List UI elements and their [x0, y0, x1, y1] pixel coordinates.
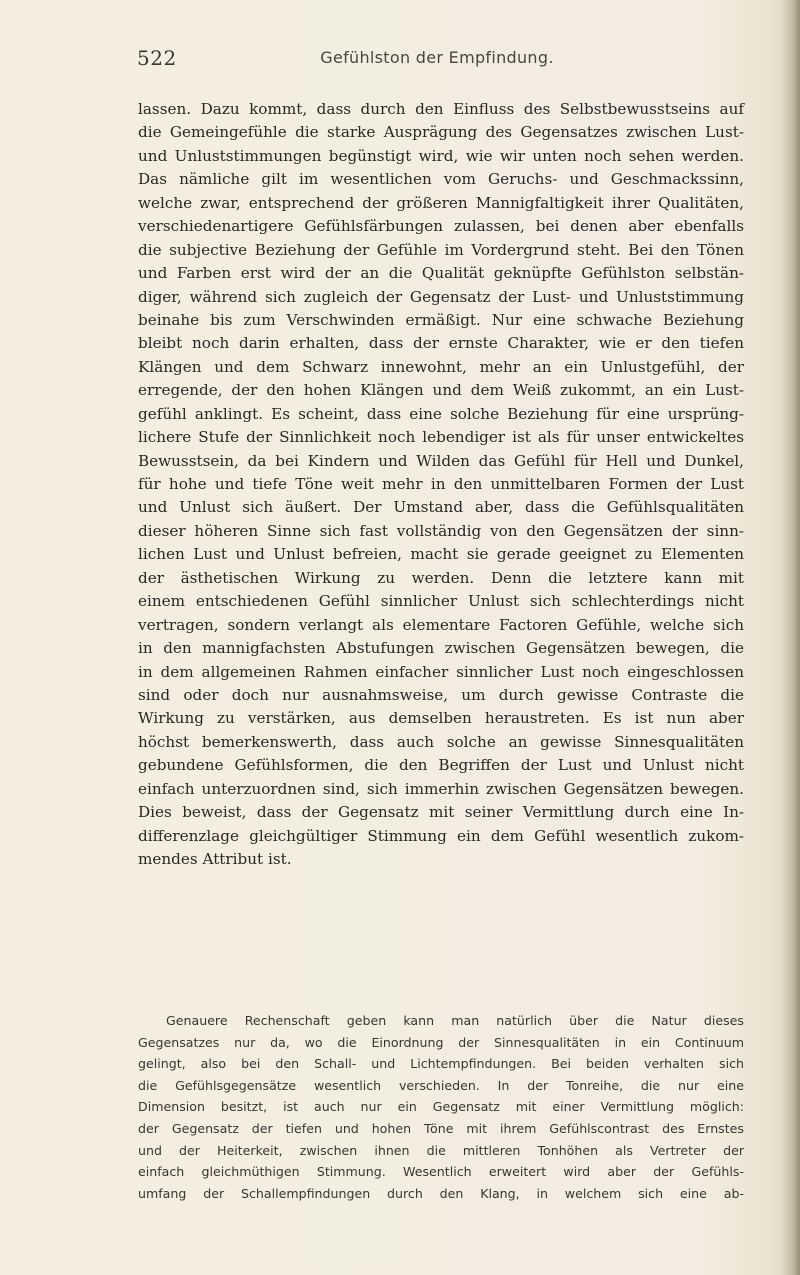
text-line: Wirkung zu verstärken, aus demselben heraustreten. Es ist nun aber [138, 709, 744, 728]
text-line: in dem allgemeinen Rahmen einfacher sinnlicher Lust noch eingeschlossen [138, 662, 744, 681]
text-line: gebundene Gefühlsformen, die den Begriffen der Lust und Unlust nicht [138, 756, 744, 775]
text-line: diger, während sich zugleich der Gegensatz der Lust- und Unluststimmung [138, 287, 744, 306]
text-line: lichen Lust und Unlust befreien, macht sie gerade geeignet zu Elementen [138, 545, 744, 564]
footnote [138, 1010, 744, 1204]
text-line: verschiedenartigere Gefühlsfärbungen zulassen, bei denen aber ebenfalls [138, 217, 744, 236]
text-line: Klängen und dem Schwarz innewohnt, mehr an ein Unlustgefühl, der [138, 357, 744, 376]
text-line: gefühl anklingt. Es scheint, dass eine solche Beziehung für eine ursprüng- [138, 404, 744, 423]
footnote-line: und der Heiterkeit, zwischen ihnen die mittleren Tonhöhen als Vertreter der [138, 1142, 744, 1158]
text-line: der ästhetischen Wirkung zu werden. Denn die letztere kann mit [138, 568, 744, 587]
page-header [137, 42, 737, 82]
text-line: die Gemeingefühle die starke Ausprägung des Gegensatzes zwischen Lust- [138, 123, 744, 142]
text-line: und Unlust sich äußert. Der Umstand aber, dass die Gefühlsqualitäten [138, 498, 744, 517]
page-number: 522 [137, 46, 177, 70]
text-line: differenzlage gleichgültiger Stimmung ein dem Gefühl wesentlich zukom- [138, 826, 744, 845]
text-line: vertragen, sondern verlangt als elementare Factoren Gefühle, welche sich [138, 615, 744, 634]
text-line: dieser höheren Sinne sich fast vollständig von den Gegensätzen der sinn- [138, 521, 744, 540]
text-line: einem entschiedenen Gefühl sinnlicher Unlust sich schlechterdings nicht [138, 592, 744, 611]
text-line: in den mannigfachsten Abstufungen zwischen Gegensätzen bewegen, die [138, 639, 744, 658]
text-line: und Unluststimmungen begünstigt wird, wie wir unten noch sehen werden. [138, 146, 744, 165]
text-line: einfach unterzuordnen sind, sich immerhin zwischen Gegensätzen bewegen. [138, 779, 744, 798]
footnote-line: Genauere Rechenschaft geben kann man natürlich über die Natur dieses [166, 1013, 744, 1028]
footnote-line: einfach gleichmüthigen Stimmung. Wesentlich erweitert wird aber der Gefühls- [138, 1164, 744, 1180]
text-line: die subjective Beziehung der Gefühle im Vordergrund steht. Bei den Tönen [138, 240, 744, 259]
text-line: lassen. Dazu kommt, dass durch den Einfluss des Selbstbewusstseins auf [138, 100, 744, 118]
text-line: erregende, der den hohen Klängen und dem Weiß zukommt, an ein Lust- [138, 381, 744, 400]
text-line: Das nämliche gilt im wesentlichen vom Geruchs- und Geschmackssinn, [138, 170, 744, 189]
footnote-line: der Gegensatz der tiefen und hohen Töne mit ihrem Gefühlscontrast des Ernstes [138, 1120, 744, 1136]
text-line: lichere Stufe der Sinnlichkeit noch lebendiger ist als für unser entwickeltes [138, 428, 744, 447]
footnote-line: umfang der Schallempfindungen durch den Klang, in welchem sich eine ab- [138, 1185, 744, 1201]
footnote-line: die Gefühlsgegensätze wesentlich verschieden. In der Tonreihe, die nur eine [138, 1077, 744, 1093]
main-paragraph [138, 98, 744, 871]
text-line: welche zwar, entsprechend der größeren Mannigfaltigkeit ihrer Qualitäten, [138, 193, 744, 212]
footnote-line: Dimension besitzt, ist auch nur ein Gegensatz mit einer Vermittlung möglich: [138, 1099, 744, 1115]
text-line: beinahe bis zum Verschwinden ermäßigt. Nur eine schwache Beziehung [138, 310, 744, 329]
text-line: bleibt noch darin erhalten, dass der ernste Charakter, wie er den tiefen [138, 334, 744, 353]
footnote-line: gelingt, also bei den Schall- und Lichtempfindungen. Bei beiden verhalten sich [138, 1056, 744, 1072]
text-line: Dies beweist, dass der Gegensatz mit seiner Vermittlung durch eine In- [138, 803, 744, 822]
running-head: Gefühlston der Empfindung. [320, 48, 554, 67]
text-line: für hohe und tiefe Töne weit mehr in den unmittelbaren Formen der Lust [138, 475, 744, 493]
footnote-line: Gegensatzes nur da, wo die Einordnung der Sinnesqualitäten in ein Continuum [138, 1034, 744, 1050]
text-line: Bewusstsein, da bei Kindern und Wilden das Gefühl für Hell und Dunkel, [138, 451, 744, 470]
text-line: mendes Attribut ist. [138, 850, 292, 868]
page-edge-shadow [782, 0, 800, 1275]
text-line: und Farben erst wird der an die Qualität geknüpfte Gefühlston selbstän- [138, 264, 744, 283]
text-line: sind oder doch nur ausnahmsweise, um durch gewisse Contraste die [138, 685, 744, 704]
text-line: höchst bemerkenswerth, dass auch solche an gewisse Sinnesqualitäten [138, 732, 744, 751]
